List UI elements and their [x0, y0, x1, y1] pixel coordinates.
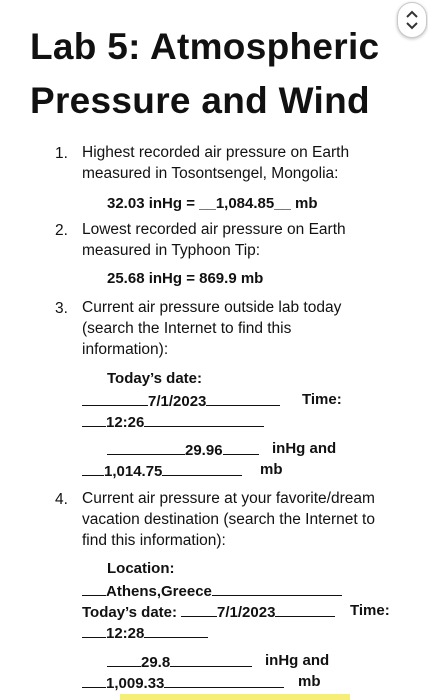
blank-line — [82, 581, 106, 596]
up-down-chevron-icon — [398, 3, 426, 37]
blank-line — [82, 623, 106, 638]
q4-inhg-line — [107, 652, 252, 671]
q4-number: 4. — [55, 491, 68, 508]
q4-mb-line — [82, 673, 284, 692]
q1-number: 1. — [55, 145, 68, 162]
blank-line — [162, 461, 242, 476]
q4-pressure-inhg: 29.8 — [141, 654, 171, 671]
q3-text-line-3: information): — [82, 341, 169, 358]
blank-line — [82, 461, 104, 476]
q3-time-value: 12:26 — [106, 414, 145, 431]
blank-line — [170, 652, 252, 667]
blank-line — [164, 673, 284, 688]
page-nav-button[interactable] — [397, 2, 427, 38]
q3-pressure-mb: 1,014.75 — [104, 463, 163, 480]
q4-text-line-1: Current air pressure at your favorite/dream — [82, 490, 375, 507]
q3-text-line-1: Current air pressure outside lab today — [82, 299, 342, 316]
blank-line — [82, 412, 106, 427]
q4-date-label: Today’s date: — [82, 604, 178, 621]
q2-text-line-2: measured in Typhoon Tip: — [82, 242, 261, 259]
q4-inhg-label: inHg and — [265, 652, 330, 669]
q3-time-label: Time: — [302, 391, 342, 408]
blank-line — [275, 602, 335, 617]
q4-mb-label: mb — [298, 673, 321, 690]
q4-location-label: Location: — [107, 560, 175, 577]
q3-date-line — [82, 391, 280, 410]
q3-mb-label: mb — [260, 461, 283, 478]
q4-pressure-mb: 1,009.33 — [106, 675, 165, 692]
blank-line — [144, 412, 264, 427]
q3-time-line — [82, 412, 264, 431]
blank-line — [82, 391, 148, 406]
blank-line — [107, 652, 141, 667]
q4-time-line — [82, 623, 208, 642]
blank-line — [107, 440, 185, 455]
q1-answer-suffix: __ mb — [274, 195, 318, 212]
page-title-line-1: Lab 5: Atmospheric — [30, 26, 380, 67]
q1-answer-value: 1,084.85 — [215, 195, 275, 212]
q2-number: 2. — [55, 222, 68, 239]
blank-line — [82, 673, 106, 688]
blank-line — [223, 440, 259, 455]
highlight-mark — [120, 694, 350, 700]
q3-pressure-inhg: 29.96 — [185, 442, 223, 459]
q3-date-value: 7/1/2023 — [148, 393, 207, 410]
blank-line — [212, 581, 342, 596]
q4-location-line — [82, 581, 342, 600]
q3-number: 3. — [55, 300, 68, 317]
q1-answer-prefix: 32.03 inHg = __ — [107, 195, 216, 212]
q4-date-value: 7/1/2023 — [217, 604, 276, 621]
q4-text-line-3: find this information): — [82, 532, 226, 549]
q3-mb-line — [82, 461, 242, 480]
q3-inhg-label: inHg and — [272, 440, 337, 457]
q4-text-line-2: vacation destination (search the Internet to — [82, 511, 375, 528]
q4-date-line — [82, 602, 335, 621]
q2-text-line-1: Lowest recorded air pressure on Earth — [82, 221, 346, 238]
q1-text-line-1: Highest recorded air pressure on Earth — [82, 144, 350, 161]
blank-line — [206, 391, 280, 406]
q4-time-value: 12:28 — [106, 625, 145, 642]
q3-inhg-line — [107, 440, 259, 459]
blank-line — [144, 623, 208, 638]
q1-answer — [107, 195, 318, 212]
q1-text-line-2: measured in Tosontsengel, Mongolia: — [82, 165, 339, 182]
page-title-line-2: Pressure and Wind — [30, 80, 370, 121]
blank-line — [181, 602, 217, 617]
q3-text-line-2: (search the Internet to find this — [82, 320, 292, 337]
q2-answer: 25.68 inHg = 869.9 mb — [107, 270, 264, 287]
q3-date-label: Today’s date: — [107, 370, 203, 387]
q4-location-value: Athens,Greece — [106, 583, 212, 600]
q4-time-label: Time: — [350, 602, 390, 619]
